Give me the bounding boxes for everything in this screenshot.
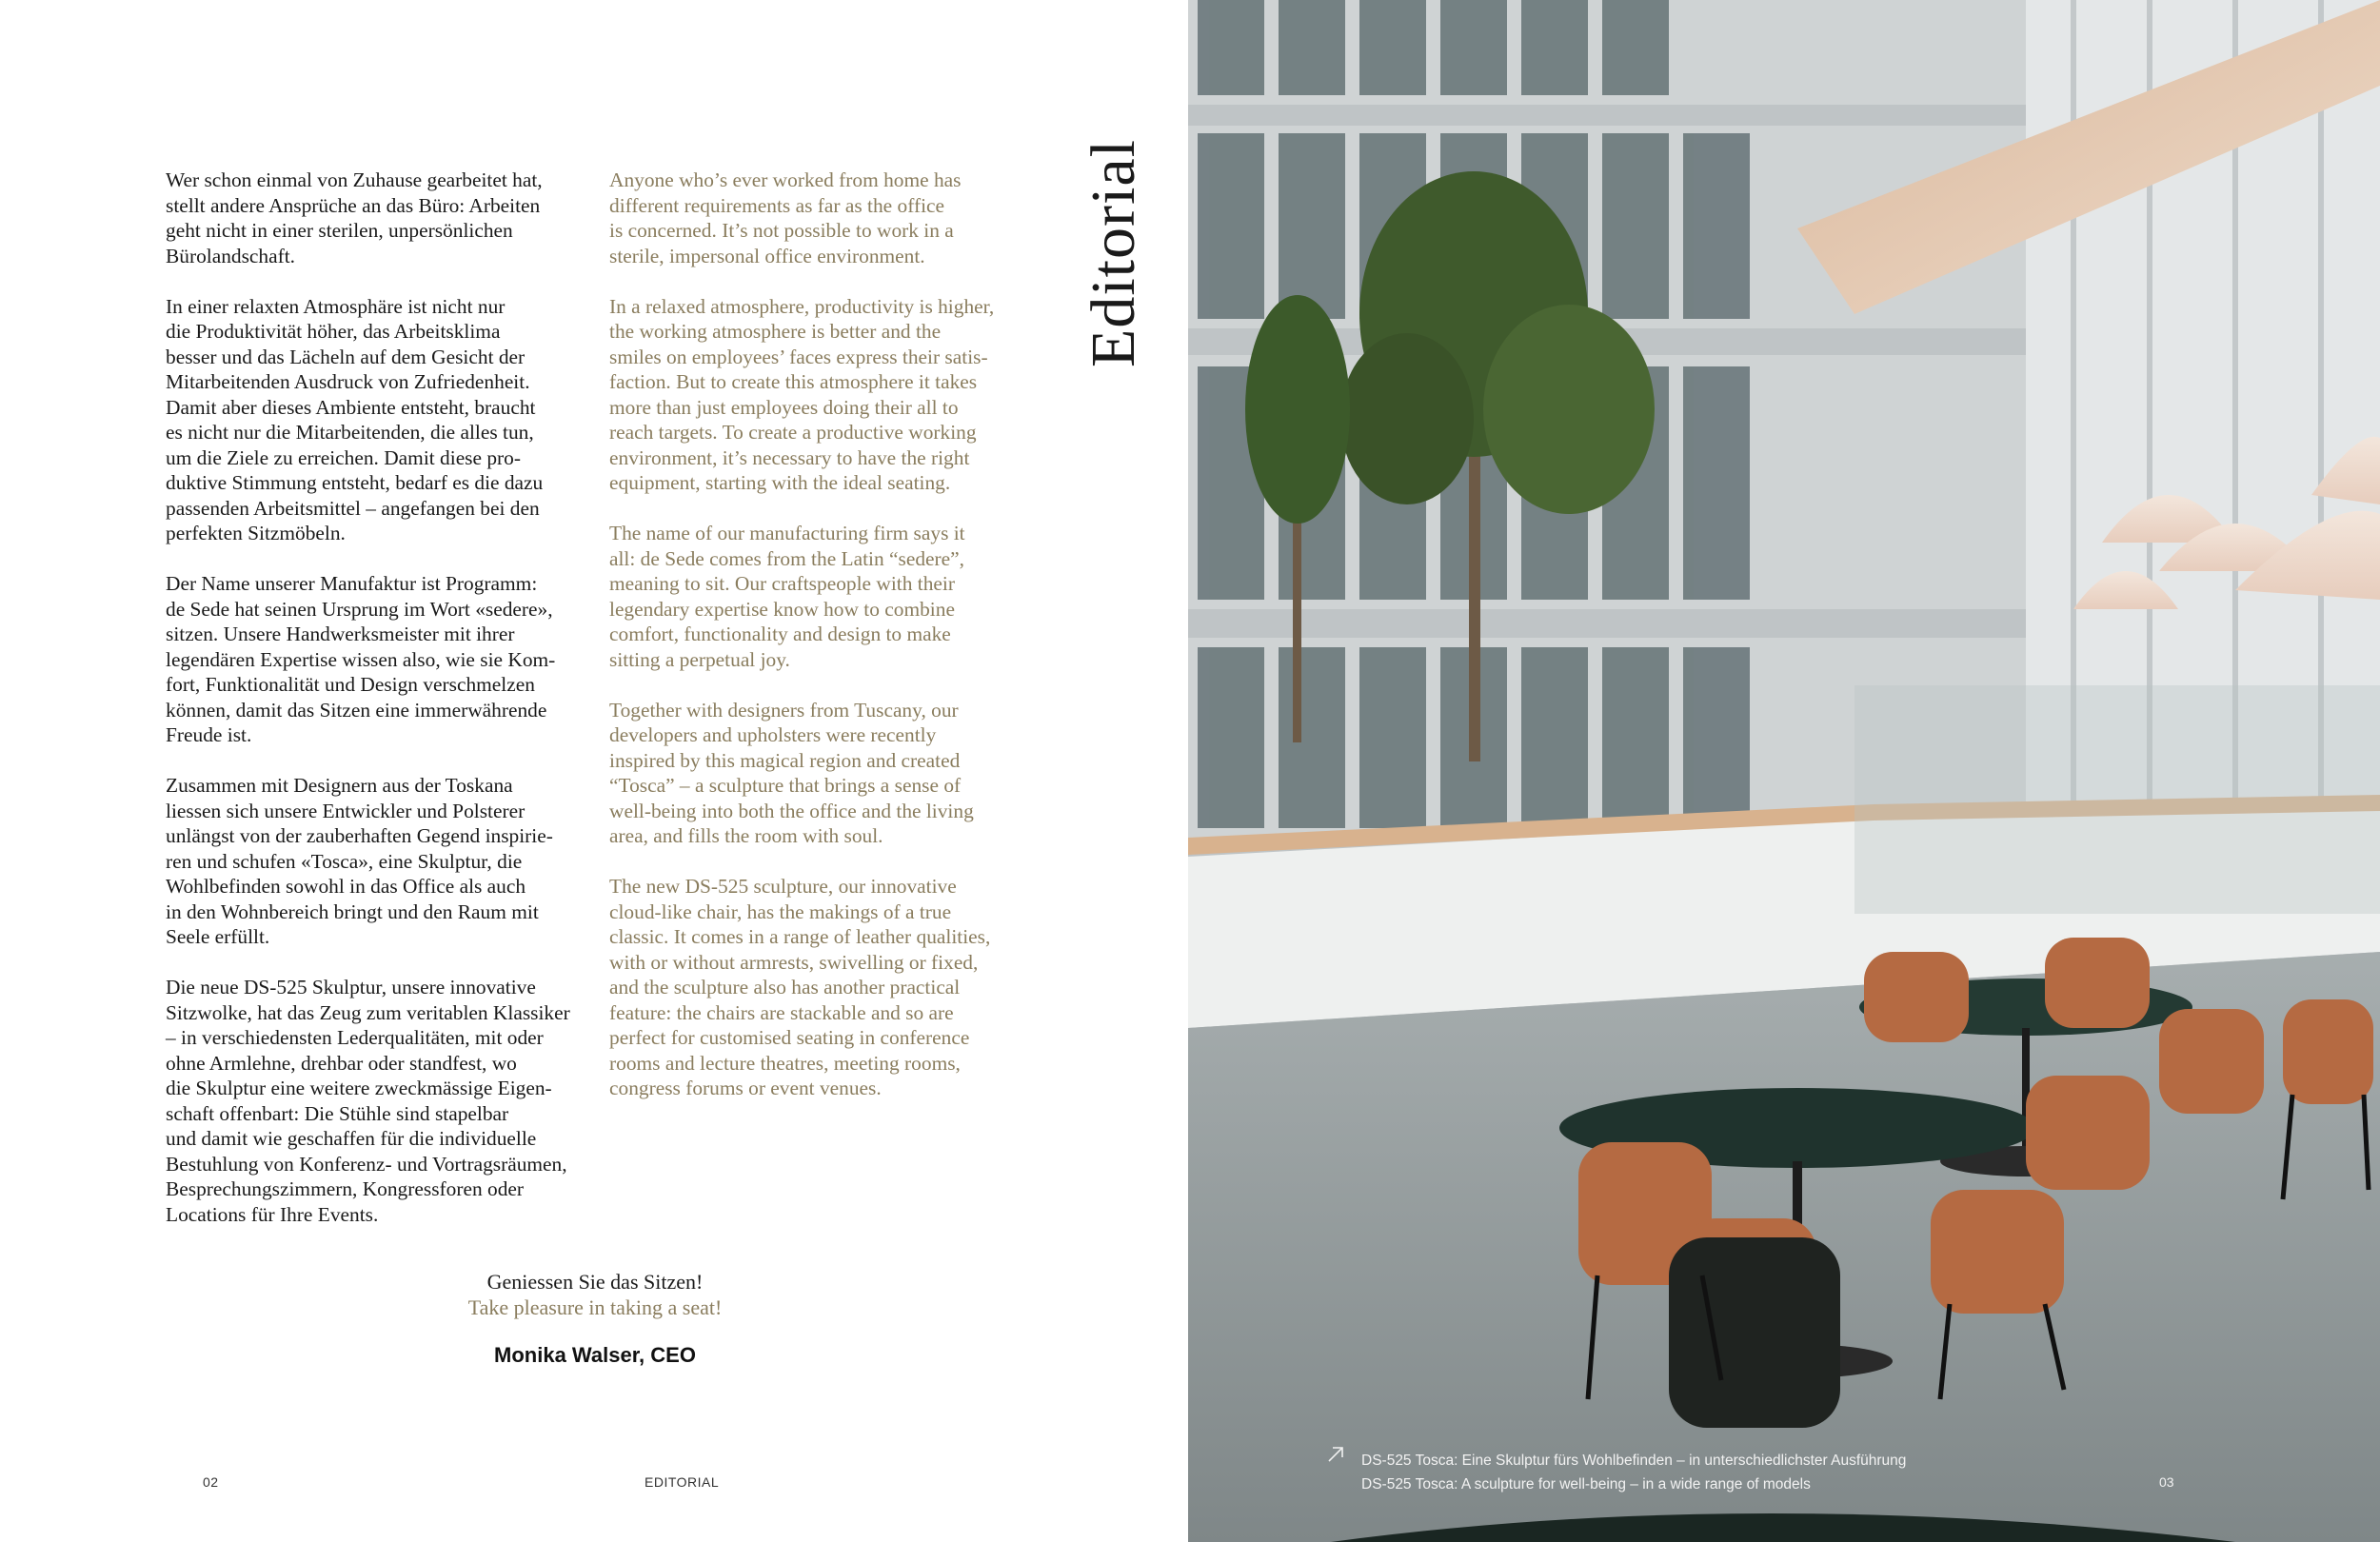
closing-english: Take pleasure in taking a seat!: [467, 1295, 723, 1319]
section-title-vertical: [1079, 139, 1148, 367]
glass-railing: [1854, 685, 2380, 914]
section-label: EDITORIAL: [645, 1474, 720, 1490]
german-paragraph: Der Name unserer Manufaktur ist Programm: de Sede hat seinen Ursprung im Wort «sedere», sitzen. Unsere Handwerksmeister mit ihrer legendären Expertise wissen also, wie sie Kom- fort, Funktionalität und Design verschmelzen können, damit das Sitzen eine immerwährende Freude ist.: [166, 572, 556, 746]
german-paragraph: In einer relaxten Atmosphäre ist nicht nur die Produktivität höher, das Arbeitsklima besser und das Lächeln auf dem Gesicht der Mitarbeitenden Ausdruck von Zufriedenheit. Damit aber dieses Ambiente entsteht, braucht es nicht nur die Mitarbeitenden, die alles tun, um die Ziele zu erreichen. Damit diese pro- duktive Stimmung entsteht, bedarf es die dazu passenden Arbeitsmittel – angefangen bei den perfekten Sitzmöbeln.: [166, 294, 544, 544]
german-paragraph: Wer schon einmal von Zuhause gearbeitet hat, stellt andere Ansprüche an das Büro: Arbeiten geht nicht in einer sterilen, unpersönlichen Bürolandschaft.: [166, 168, 543, 267]
german-paragraph: Zusammen mit Designern aus der Toskana liessen sich unsere Entwickler und Polsterer unlängst von der zauberhaften Gegend inspirie- ren und schufen «Tosca», eine Skulptur, die Wohlbefinden sowohl in das Office als auch in den Wohnbereich bringt und den Raum mit Seele erfüllt.: [166, 774, 553, 948]
page-number-left: 02: [203, 1474, 219, 1490]
photo-caption: [1361, 1449, 1906, 1496]
english-paragraph: The new DS-525 sculpture, our innovative cloud-like chair, has the makings of a true classic. It comes in a range of leather qualities, with or without armrests, swivelling or fixed, and the sculpture also has another practical feature: the chairs are stackable and so are perfect for customised seating in conference rooms and lecture theatres, meeting rooms, congress forums or event venues.: [609, 875, 991, 1099]
closing-german: Geniessen Sie das Sitzen!: [486, 1270, 704, 1294]
english-paragraph: The name of our manufacturing firm says it all: de Sede comes from the Latin “sedere”, meaning to sit. Our craftspeople with their legendary expertise know how to combine comfort, functionality and design to make sitting a perpetual joy.: [609, 522, 965, 671]
english-paragraph: Anyone who’s ever worked from home has different requirements as far as the office is concerned. It’s not possible to work in a sterile, impersonal office environment.: [609, 168, 962, 267]
chair-backrest-dark: [1669, 1237, 1840, 1428]
arrow-up-right-icon: [1325, 1444, 1346, 1465]
signature: Monika Walser, CEO: [494, 1343, 696, 1367]
office-photo-illustration: [1188, 0, 2380, 1542]
english-paragraph: Together with designers from Tuscany, our developers and upholsters were recently inspired by this magical region and created “Tosca” – a sculpture that brings a sense of well-being into both the office and the living area, and fills the room with soul.: [609, 698, 974, 847]
english-paragraph: In a relaxed atmosphere, productivity is higher, the working atmosphere is better and the smiles on employees’ faces express their satis- faction. But to create this atmosphere it takes more than just employees doing their all to reach targets. To create a productive working environment, it’s necessary to have the right equipment, starting with the ideal seating.: [609, 294, 995, 494]
caption-german: DS-525 Tosca: Eine Skulptur fürs Wohlbefinden – in unterschiedlichster Ausführung: [1361, 1453, 1907, 1469]
caption-english: DS-525 Tosca: A sculpture for well-being – in a wide range of models: [1361, 1476, 1811, 1493]
german-paragraph: Die neue DS-525 Skulptur, unsere innovative Sitzwolke, hat das Zeug zum veritablen Klassiker – in verschiedensten Lederqualitäten, mit oder ohne Armlehne, drehbar oder standfest, wo die Skulptur eine weitere zweckmässige Eigen- schaft offenbart: Die Stühle sind stapelbar und damit wie geschaffen für die individuelle Bestuhlung von Konferenz- und Vortragsräumen, Besprechungszimmern, Kongressforen oder Locations für Ihre Events.: [166, 976, 570, 1226]
page-number-right: 03: [2159, 1474, 2174, 1490]
office-photo: [1188, 0, 2380, 1542]
english-text-column: [609, 168, 1038, 1126]
german-text-column: [166, 168, 604, 1253]
section-title-text: Editorial: [1079, 139, 1148, 367]
left-page: [0, 0, 1188, 1542]
